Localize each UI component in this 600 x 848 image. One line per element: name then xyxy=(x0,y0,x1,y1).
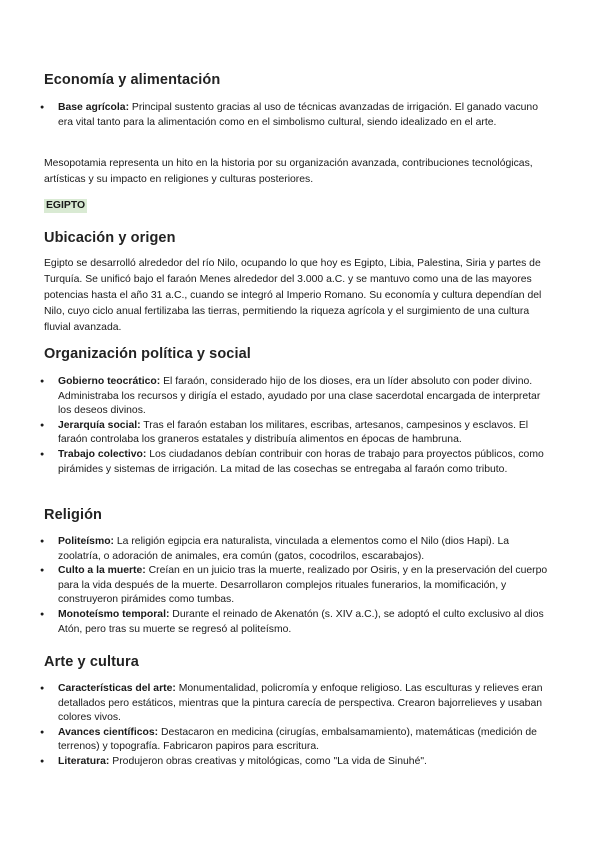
list-item xyxy=(44,682,554,726)
list-item xyxy=(44,101,554,130)
item-text: Durante el reinado de Akenatón (s. XIV a.C.), se adoptó el culto exclusivo al dios Atón, pero tras su muerte se regresó al politeísmo. xyxy=(58,608,544,635)
item-text: Monumentalidad, policromía y enfoque religioso. Las esculturas y relieves eran detallados pero estáticos, mientras que la pintura carecía de perspectiva. Crearon bajorrelieves y usaban colores vivos. xyxy=(58,683,543,724)
list-item xyxy=(44,755,554,770)
list-item xyxy=(44,535,554,564)
bullet-list-economia xyxy=(44,101,554,130)
item-text: El faraón, considerado hijo de los dioses, era un líder absoluto con poder divino. Administraba los recursos y dirigía el estado, ayudado por una clase sacerdotal encargada de interpretar los deseos divinos. xyxy=(58,376,541,417)
list-item xyxy=(44,419,554,448)
section-heading-ubicacion: Ubicación y origen xyxy=(44,230,176,246)
closing-paragraph: Mesopotamia representa un hito en la historia por su organización avanzada, contribuciones tecnológicas, artísticas y su impacto en religiones y culturas posteriores. xyxy=(44,158,533,185)
list-item xyxy=(44,448,554,477)
list-item xyxy=(44,726,554,755)
item-text: Principal sustento gracias al uso de técnicas avanzadas de irrigación. El ganado vacuno era vital tanto para la alimentación como en el simbolismo cultural, siendo idealizado en el arte. xyxy=(58,102,538,128)
item-text: Tras el faraón estaban los militares, escribas, artesanos, campesinos y esclavos. El faraón controlaba los graneros estatales y distribuía alimentos en épocas de hambruna. xyxy=(58,419,529,446)
list-item xyxy=(44,375,554,419)
item-term: Politeísmo: xyxy=(58,536,115,547)
item-text: La religión egipcia era naturalista, vinculada a elementos como el Nilo (dios Hapi). La zoolatría, o adoración de animales, era común (gatos, cocodrilos, escarabajos). xyxy=(58,536,510,562)
paragraph-ubicacion: Egipto se desarrolló alrededor del río Nilo, ocupando lo que hoy es Egipto, Libia, Palestina, Siria y partes de Turquía. Se unificó bajo el faraón Menes alrededor del 3.000 a.C. y se mantuvo como una de las mayores potencias hasta el año 31 a.C., cuando se integró al Imperio Romano. Su economía y cultura dependían del Nilo, cuyo ciclo anual fertilizaba las tierras, permitiendo la riqueza agrícola y el surgimiento de una cultura fluvial avanzada. xyxy=(44,258,542,333)
item-text: Produjeron obras creativas y mitológicas, como "La vida de Sinuhé". xyxy=(109,755,427,767)
item-term: Características del arte: xyxy=(58,683,176,694)
item-text: Los ciudadanos debían contribuir con horas de trabajo para proyectos públicos, como pirámides y sistemas de irrigación. La mitad de las cosechas se entregaba al faraón como tributo. xyxy=(58,448,544,475)
section-heading-organizacion: Organización política y social xyxy=(44,346,251,362)
item-term: Gobierno teocrático: xyxy=(58,376,161,387)
section-tag-egipto: EGIPTO xyxy=(46,200,86,211)
section-heading-religion: Religión xyxy=(44,507,102,523)
section-heading-arte: Arte y cultura xyxy=(44,654,139,670)
item-term: Avances científicos: xyxy=(58,726,159,738)
bullet-list-arte xyxy=(44,682,554,770)
item-term: Literatura: xyxy=(58,755,110,767)
list-item xyxy=(44,608,554,637)
item-term: Trabajo colectivo: xyxy=(58,448,147,460)
item-text: Destacaron en medicina (cirugías, embalsamamiento), matemáticas (medición de terrenos) y topografía. Fabricaron papiros para escritura. xyxy=(58,726,537,753)
item-term: Base agrícola: xyxy=(58,102,130,113)
bullet-list-religion xyxy=(44,535,554,637)
item-text: Creían en un juicio tras la muerte, realizado por Osiris, y en la preservación del cuerpo para la vida después de la muerte. Desarrollaron complejos rituales funerarios, la momificación, y construyeron pirámides como tumbas. xyxy=(58,565,548,606)
item-term: Monoteísmo temporal: xyxy=(58,608,170,620)
item-term: Jerarquía social: xyxy=(58,419,141,431)
bullet-list-organizacion xyxy=(44,375,554,477)
item-term: Culto a la muerte: xyxy=(58,565,146,577)
list-item xyxy=(44,564,554,608)
section-heading-economia: Economía y alimentación xyxy=(44,72,221,88)
